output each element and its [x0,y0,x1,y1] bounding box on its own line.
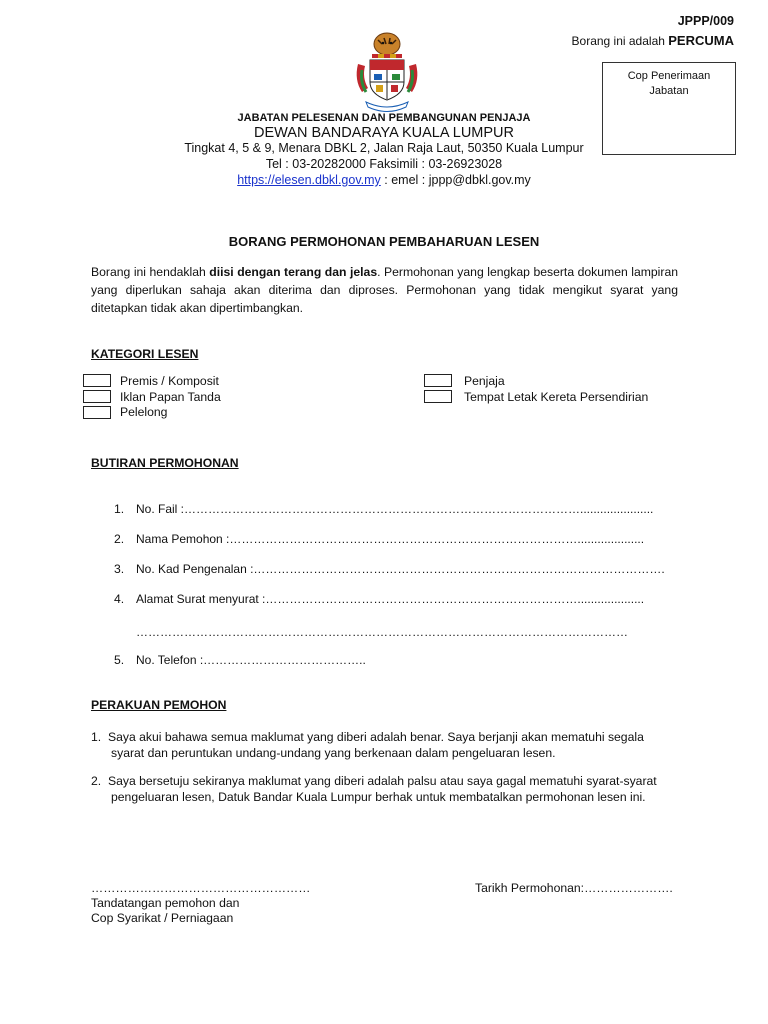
stamp-box-line1: Cop Penerimaan [627,70,711,82]
perakuan-num-2: 2. [91,774,102,788]
nama-pemohon-dots: …………………………………………………………………………….................... [229,532,645,546]
checkbox-penjaja[interactable] [424,374,452,387]
date-label: Tarikh Permohonan: [475,881,585,895]
checkbox-tempat-letak[interactable] [424,390,452,403]
perakuan-2-line1: Saya bersetuju sekiranya maklumat yang diberi adalah palsu atau saya gagal mematuhi syarat-syarat [107,774,657,788]
signature-label-2: Cop Syarikat / Perniagaan [91,911,234,925]
nama-pemohon-field[interactable] [136,532,676,546]
checkbox-iklan[interactable] [83,390,111,403]
telefon-label: No. Telefon : [136,653,204,667]
date-field[interactable] [475,881,673,896]
form-title: BORANG PERMOHONAN PEMBAHARUAN LESEN [228,234,540,249]
kad-pengenalan-label: No. Kad Pengenalan : [136,562,254,576]
butiran-num-2: 2. [114,532,125,546]
perakuan-num-1: 1. [91,730,102,744]
kategori-penjaja-label: Penjaja [464,374,505,388]
agency-contact [0,173,768,187]
kategori-premis-label: Premis / Komposit [120,374,219,388]
alamat-label: Alamat Surat menyurat : [136,592,266,606]
perakuan-1-line1: Saya akui bahawa semua maklumat yang diberi adalah benar. Saya berjanji akan mematuhi segala [107,730,644,744]
agency-phone-fax: Tel : 03-20282000 Faksimili : 03-26923028 [265,157,503,171]
alamat-field-line2[interactable] [136,625,676,639]
perakuan-item-2 [91,773,678,805]
intro-paragraph [91,263,678,317]
alamat-field[interactable] [136,592,676,606]
kategori-heading: KATEGORI LESEN [91,347,199,361]
intro-text-1: Borang ini hendaklah [91,265,210,279]
free-notice [572,33,734,48]
signature-line[interactable]: ……………………………………………… [91,881,311,895]
alamat-dots-line2: …………………………………………………………………………………………………………… [136,625,628,639]
no-fail-dots: ………………………………………………………………………………………...................... [184,502,654,516]
form-code: JPPP/009 [677,14,734,28]
free-notice-text: Borang ini adalah [571,34,665,48]
alamat-dots: …………………………………………………………………….................... [265,592,645,606]
perakuan-1-line2: syarat dan peruntukan undang-undang yang berkenaan dalam pengeluaran lesen. [111,746,556,760]
butiran-num-1: 1. [114,502,125,516]
date-dots: …………………. [584,881,673,895]
kategori-tempat-letak-label: Tempat Letak Kereta Persendirian [464,390,649,404]
nama-pemohon-label: Nama Pemohon : [136,532,230,546]
intro-bold: diisi dengan terang dan jelas [209,265,378,279]
butiran-num-5: 5. [114,653,125,667]
kategori-pelelong-label: Pelelong [120,405,168,419]
stamp-box-line2: Jabatan [649,85,689,97]
butiran-num-3: 3. [114,562,125,576]
intro-text-2: . Permohonan yang lengkap beserta dokumen lampiran yang diperlukan sahaja akan diterima dan diproses. Permohonan yang tidak mengikut syarat yang ditetapkan tidak akan dipertimbangkan. [91,265,679,315]
telefon-dots: ………………………………….. [203,653,366,667]
perakuan-item-1 [91,729,678,761]
checkbox-pelelong[interactable] [83,406,111,419]
telefon-field[interactable] [136,653,676,667]
kad-pengenalan-dots: …………………………………………………………………………………………. [253,562,665,576]
no-fail-label: No. Fail : [136,502,185,516]
kategori-iklan-label: Iklan Papan Tanda [120,390,221,404]
kad-pengenalan-field[interactable] [136,562,676,576]
department-name: JABATAN PELESENAN DAN PEMBANGUNAN PENJAJA [237,112,531,124]
checkbox-premis[interactable] [83,374,111,387]
free-notice-bold: PERCUMA [668,33,734,48]
agency-address: Tingkat 4, 5 & 9, Menara DBKL 2, Jalan Raja Laut, 50350 Kuala Lumpur [184,141,584,155]
butiran-heading: BUTIRAN PERMOHONAN [91,456,239,470]
no-fail-field[interactable] [136,502,676,516]
email-text: : emel : jppp@dbkl.gov.my [380,173,531,187]
perakuan-heading: PERAKUAN PEMOHON [91,698,227,712]
website-link[interactable]: https://elesen.dbkl.gov.my [237,173,381,187]
signature-label-1: Tandatangan pemohon dan [91,896,240,910]
butiran-num-4: 4. [114,592,125,606]
agency-name: DEWAN BANDARAYA KUALA LUMPUR [254,125,514,141]
dbkl-crest-logo [352,30,422,112]
perakuan-2-line2: pengeluaran lesen, Datuk Bandar Kuala Lumpur berhak untuk membatalkan permohonan lesen ini. [111,790,646,804]
